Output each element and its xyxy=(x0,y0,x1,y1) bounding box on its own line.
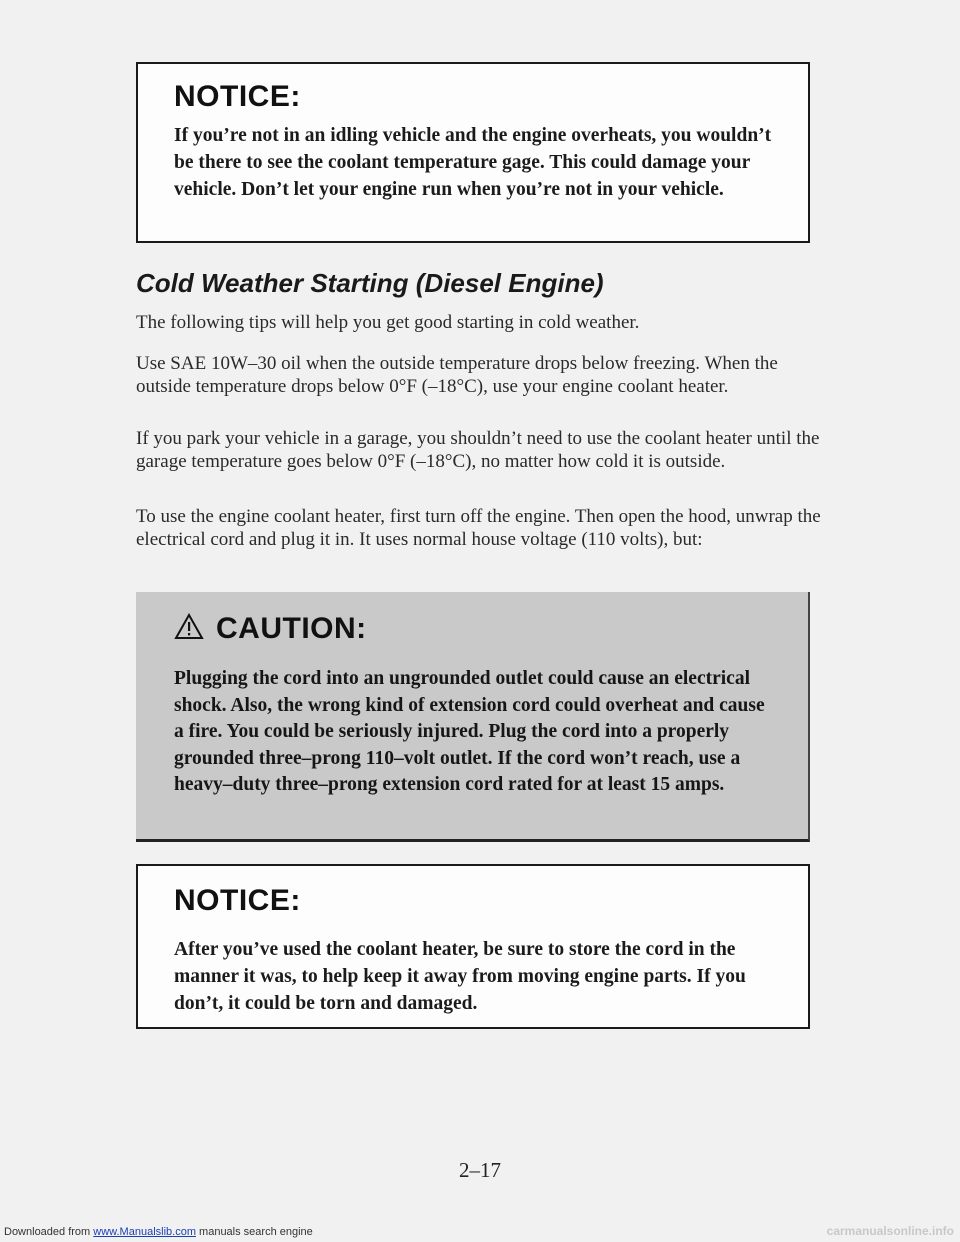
manualslib-link[interactable]: www.Manualslib.com xyxy=(93,1226,196,1238)
paragraph: If you park your vehicle in a garage, you shouldn’t need to use the coolant heater until the garage temperature goes below 0°F (–18°C), no matter how cold it is outside. xyxy=(136,428,820,472)
notice-body: After you’ve used the coolant heater, be sure to store the cord in the manner it was, to help keep it away from moving engine parts. If you don’t, it could be torn and damaged. xyxy=(174,939,746,1014)
paragraph: The following tips will help you get good starting in cold weather. xyxy=(136,312,640,333)
section-heading: Cold Weather Starting (Diesel Engine) xyxy=(136,268,604,298)
download-footer xyxy=(4,1226,313,1238)
footer-suffix: manuals search engine xyxy=(195,1226,313,1238)
caution-body: Plugging the cord into an ungrounded outlet could cause an electrical shock. Also, the wrong kind of extension cord could overheat and cause a fire. You could be seriously injured. Plug the cord into a properly grounded three–prong 110–volt outlet. If the cord won’t reach, use a heavy–duty three–prong extension cord rated for at least 15 amps. xyxy=(174,668,765,795)
paragraph: Use SAE 10W–30 oil when the outside temperature drops below freezing. When the outside temperature drops below 0°F (–18°C), use your engine coolant heater. xyxy=(136,353,778,397)
notice-title: NOTICE: xyxy=(174,884,301,917)
notice-box xyxy=(136,864,810,1029)
caution-header xyxy=(174,612,367,646)
warning-triangle-icon xyxy=(174,613,204,645)
caution-box xyxy=(136,592,810,842)
footer-prefix: Downloaded from xyxy=(4,1226,94,1238)
notice-title: NOTICE: xyxy=(174,80,301,113)
paragraph: To use the engine coolant heater, first turn off the engine. Then open the hood, unwrap the electrical cord and plug it in. It uses normal house voltage (110 volts), but: xyxy=(136,506,821,550)
caution-title: CAUTION: xyxy=(216,612,367,645)
page-number: 2–17 xyxy=(459,1158,501,1182)
notice-box xyxy=(136,62,810,243)
watermark: carmanualsonline.info xyxy=(826,1224,954,1238)
notice-body: If you’re not in an idling vehicle and the engine overheats, you wouldn’t be there to see the coolant temperature gage. This could damage your vehicle. Don’t let your engine run when you’re not in your vehicle. xyxy=(174,125,772,200)
